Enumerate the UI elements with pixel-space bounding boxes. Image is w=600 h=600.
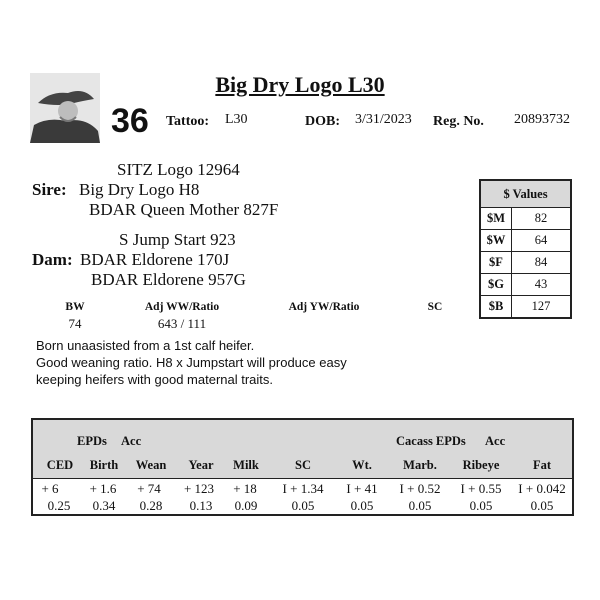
dam-label: Dam: (32, 250, 73, 269)
dollar-label: $G (480, 274, 512, 296)
epd-col-header: Marb. (403, 458, 437, 472)
epd-accuracy: 0.09 (234, 498, 258, 513)
dollar-label: $F (480, 252, 512, 274)
dollar-values-table (479, 179, 572, 319)
epd-col-header: Milk (233, 458, 259, 472)
epd-accuracy: 0.25 (47, 498, 71, 513)
epd-col-header: Wean (135, 458, 167, 472)
bw-label: BW (65, 301, 85, 313)
note-line: Born unaasisted from a 1st calf heifer. (36, 338, 255, 353)
epd-col-header: Birth (89, 458, 119, 472)
epd-value: + 123 (183, 481, 215, 496)
dollar-label: $M (480, 208, 512, 230)
ww-value: 643 / 111 (157, 316, 207, 331)
dollar-label: $W (480, 230, 512, 252)
epd-accuracy: 0.05 (350, 498, 374, 513)
dam-name: BDAR Eldorene 170J (80, 250, 230, 269)
dollar-value: 64 (512, 230, 572, 252)
sire-name: Big Dry Logo H8 (79, 180, 200, 199)
epd-accuracy: 0.13 (189, 498, 213, 513)
dob-value: 3/31/2023 (355, 112, 412, 127)
dam-dam-name: BDAR Eldorene 957G (91, 270, 246, 289)
note-line: keeping heifers with good maternal traits. (36, 372, 274, 387)
epd-col-header: Fat (532, 458, 552, 472)
animal-name-title: Big Dry Logo L30 (215, 72, 385, 97)
epd-accuracy: 0.05 (530, 498, 554, 513)
epd-col-header: Wt. (352, 458, 372, 472)
tattoo-value: L30 (225, 112, 248, 127)
sire-label: Sire: (32, 180, 67, 199)
epd-value: + 6 (41, 481, 59, 496)
carcass-epd-group-label: Cacass EPDs (396, 434, 466, 448)
reg-value: 20893732 (514, 112, 570, 127)
dollar-value: 82 (512, 208, 572, 230)
carcass-epd-acc-label: Acc (485, 434, 506, 448)
epd-accuracy: 0.05 (408, 498, 432, 513)
epd-col-header: Ribeye (462, 458, 500, 472)
epd-accuracy: 0.28 (139, 498, 163, 513)
epd-value: I + 41 (346, 481, 378, 496)
dam-sire-name: S Jump Start 923 (119, 230, 236, 249)
epd-value: I + 0.52 (399, 481, 441, 496)
epd-accuracy: 0.34 (92, 498, 116, 513)
epd-value: I + 1.34 (282, 481, 324, 496)
tattoo-label: Tattoo: (166, 114, 210, 129)
epd-accuracy: 0.05 (291, 498, 315, 513)
epd-table (31, 418, 574, 516)
epd-group-acc-label: Acc (121, 434, 142, 448)
epd-value: I + 0.55 (460, 481, 502, 496)
epd-value: + 1.6 (89, 481, 117, 496)
epd-accuracy: 0.05 (469, 498, 493, 513)
dollar-value: 127 (512, 296, 572, 319)
epd-value: + 74 (137, 481, 161, 496)
animal-notes (36, 337, 396, 388)
bw-value: 74 (68, 316, 82, 331)
epd-value: I + 0.042 (518, 481, 566, 496)
sc-label: SC (427, 301, 443, 313)
dollar-values-title: $ Values (480, 180, 571, 208)
epd-value: + 18 (233, 481, 257, 496)
lot-number: 36 (111, 102, 149, 140)
note-line: Good weaning ratio. H8 x Jumpstart will produce easy (36, 355, 347, 370)
dollar-value: 84 (512, 252, 572, 274)
epd-col-header: SC (295, 458, 311, 472)
sire-dam-name: BDAR Queen Mother 827F (89, 200, 279, 219)
ww-label: Adj WW/Ratio (144, 301, 220, 313)
epd-col-header: Year (188, 458, 214, 472)
yw-label: Adj YW/Ratio (288, 301, 360, 313)
sire-sire-name: SITZ Logo 12964 (117, 160, 240, 179)
dob-label: DOB: (305, 114, 340, 129)
reg-label: Reg. No. (433, 114, 484, 129)
epd-group-label: EPDs (77, 434, 107, 448)
dollar-label: $B (480, 296, 512, 319)
epd-col-header: CED (46, 458, 74, 472)
dollar-value: 43 (512, 274, 572, 296)
